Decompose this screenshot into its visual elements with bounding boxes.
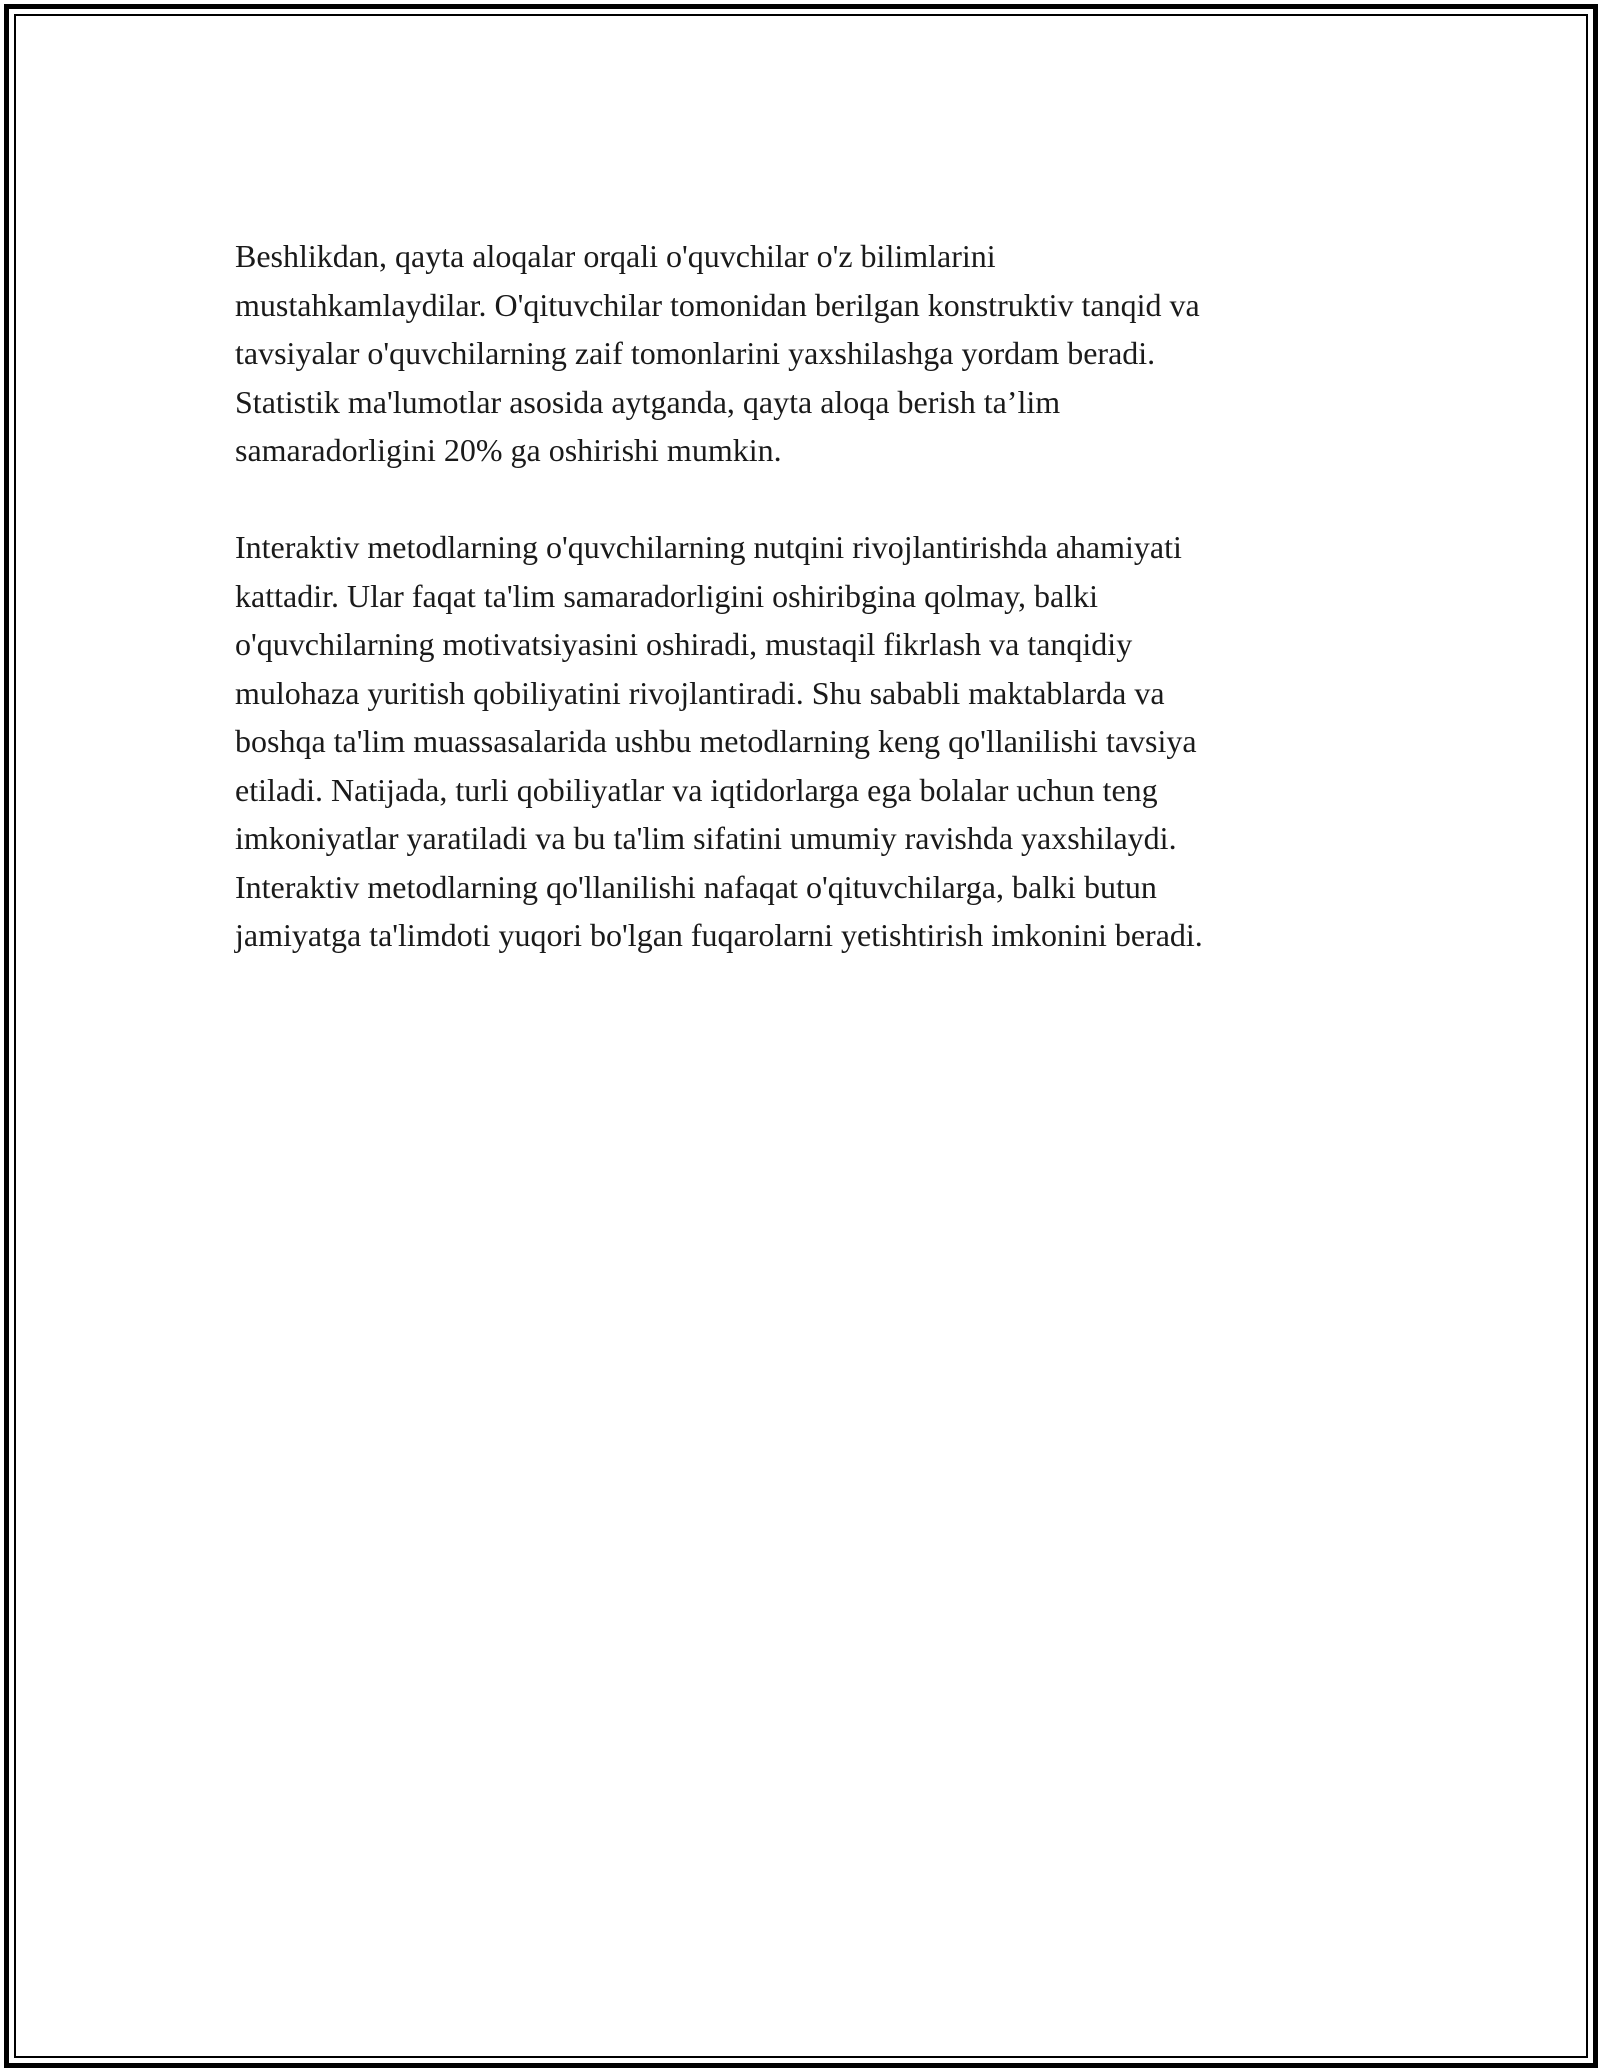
text-line: Interaktiv metodlarning o'quvchilarning nutqini rivojlantirishda ahamiyati xyxy=(235,529,1182,565)
text-line: Beshlikdan, qayta aloqalar orqali o'quvchilar o'z bilimlarini xyxy=(235,238,996,274)
text-line: o'quvchilarning motivatsiyasini oshiradi, mustaqil fikrlash va tanqidiy xyxy=(235,626,1133,662)
document-body xyxy=(235,232,1365,1008)
paragraph-feedback xyxy=(235,232,1365,475)
text-line: jamiyatga ta'limdoti yuqori bo'lgan fuqarolarni yetishtirish imkonini beradi. xyxy=(235,917,1203,953)
text-line: mustahkamlaydilar. O'qituvchilar tomonidan berilgan konstruktiv tanqid va xyxy=(235,286,1200,323)
text-line: kattadir. Ular faqat ta'lim samaradorligini oshiribgina qolmay, balki xyxy=(235,577,1099,614)
text-line: etiladi. Natijada, turli qobiliyatlar va iqtidorlarga ega bolalar uchun teng xyxy=(235,771,1158,808)
text-line: mulohaza yuritish qobiliyatini rivojlantiradi. Shu sababli maktablarda va xyxy=(235,674,1165,711)
text-line: Interaktiv metodlarning qo'llanilishi nafaqat o'qituvchilarga, balki butun xyxy=(235,868,1157,905)
text-line: samaradorligini 20% ga oshirishi mumkin. xyxy=(235,432,782,468)
text-line: tavsiyalar o'quvchilarning zaif tomonlarini yaxshilashga yordam beradi. xyxy=(235,335,1156,371)
paragraph-interactive-methods xyxy=(235,523,1365,960)
text-line: boshqa ta'lim muassasalarida ushbu metodlarning keng qo'llanilishi tavsiya xyxy=(235,723,1197,759)
text-line: Statistik ma'lumotlar asosida aytganda, qayta aloqa berish ta’lim xyxy=(235,383,1061,420)
text-line: imkoniyatlar yaratiladi va bu ta'lim sifatini umumiy ravishda yaxshilaydi. xyxy=(235,820,1177,856)
